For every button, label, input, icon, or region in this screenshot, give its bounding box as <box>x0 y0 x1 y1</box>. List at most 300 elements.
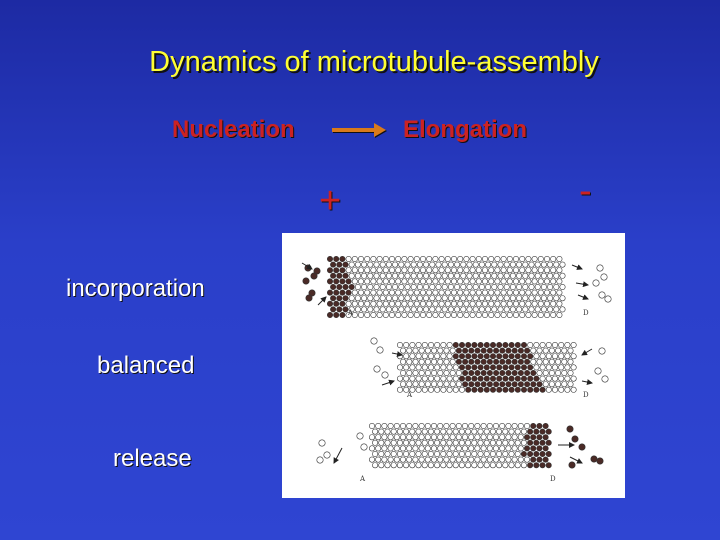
tubulin-subunit <box>472 354 477 359</box>
tubulin-subunit <box>489 290 494 295</box>
tubulin-subunit <box>515 387 520 392</box>
tubulin-subunit <box>473 273 478 278</box>
tubulin-subunit <box>399 284 404 289</box>
tubulin-subunit <box>479 307 484 312</box>
tubulin-subunit <box>427 268 432 273</box>
tubulin-subunit <box>481 359 486 364</box>
tubulin-subunit <box>444 457 449 462</box>
tubulin-subunit <box>543 370 548 375</box>
tubulin-subunit <box>544 312 549 317</box>
tubulin-subunit <box>453 376 458 381</box>
tubulin-subunit <box>559 342 564 347</box>
tubulin-subunit <box>487 348 492 353</box>
tubulin-subunit <box>531 435 536 440</box>
tubulin-subunit <box>529 273 534 278</box>
tubulin-subunit <box>540 463 545 468</box>
tubulin-subunit <box>447 463 452 468</box>
tubulin-subunit <box>327 279 332 284</box>
free-dark-subunit <box>567 426 573 432</box>
tubulin-subunit <box>479 262 484 267</box>
tubulin-subunit <box>546 342 551 347</box>
tubulin-subunit <box>495 301 500 306</box>
tubulin-subunit <box>376 457 381 462</box>
tubulin-subunit <box>439 301 444 306</box>
tubulin-subunit <box>428 429 433 434</box>
tubulin-subunit <box>423 296 428 301</box>
free-dark-subunit <box>591 456 597 462</box>
tubulin-subunit <box>512 382 517 387</box>
tubulin-subunit <box>380 262 385 267</box>
tubulin-subunit <box>540 376 545 381</box>
tubulin-subunit <box>346 256 351 261</box>
tubulin-subunit <box>414 312 419 317</box>
tubulin-subunit <box>529 296 534 301</box>
tubulin-subunit <box>456 348 461 353</box>
tubulin-subunit <box>475 457 480 462</box>
tubulin-subunit <box>450 359 455 364</box>
tubulin-subunit <box>540 387 545 392</box>
tubulin-subunit <box>340 256 345 261</box>
tubulin-subunit <box>466 376 471 381</box>
tubulin-subunit <box>501 279 506 284</box>
tubulin-subunit <box>507 290 512 295</box>
tubulin-subunit <box>407 382 412 387</box>
tubulin-subunit <box>557 301 562 306</box>
tubulin-subunit <box>534 451 539 456</box>
tubulin-subunit <box>513 290 518 295</box>
tubulin-subunit <box>422 387 427 392</box>
tubulin-subunit <box>445 312 450 317</box>
tubulin-subunit <box>509 342 514 347</box>
tubulin-subunit <box>537 370 542 375</box>
tubulin-subunit <box>465 463 470 468</box>
tubulin-subunit <box>413 359 418 364</box>
tubulin-subunit <box>397 376 402 381</box>
tubulin-subunit <box>515 463 520 468</box>
tubulin-subunit <box>540 440 545 445</box>
tubulin-subunit <box>482 290 487 295</box>
tubulin-subunit <box>433 301 438 306</box>
tubulin-subunit <box>441 376 446 381</box>
tubulin-subunit <box>552 342 557 347</box>
tubulin-subunit <box>441 440 446 445</box>
tubulin-subunit <box>472 376 477 381</box>
tubulin-subunit <box>416 429 421 434</box>
tubulin-subunit <box>414 256 419 261</box>
tubulin-subunit <box>419 446 424 451</box>
tubulin-subunit <box>428 365 433 370</box>
tubulin-subunit <box>506 382 511 387</box>
tubulin-subunit <box>343 273 348 278</box>
tubulin-subunit <box>469 348 474 353</box>
tubulin-subunit <box>482 301 487 306</box>
tubulin-subunit <box>464 312 469 317</box>
tubulin-subunit <box>520 301 525 306</box>
tubulin-subunit <box>547 284 552 289</box>
tubulin-subunit <box>527 463 532 468</box>
tubulin-subunit <box>371 256 376 261</box>
tubulin-subunit <box>540 342 545 347</box>
tubulin-subunit <box>442 273 447 278</box>
tubulin-subunit <box>456 446 461 451</box>
tubulin-subunit <box>330 262 335 267</box>
tubulin-subunit <box>503 342 508 347</box>
tubulin-subunit <box>469 457 474 462</box>
tubulin-subunit <box>334 256 339 261</box>
tubulin-subunit <box>490 365 495 370</box>
tubulin-subunit <box>529 262 534 267</box>
tubulin-subunit <box>546 451 551 456</box>
tubulin-subunit <box>374 296 379 301</box>
tubulin-subunit <box>489 279 494 284</box>
tubulin-subunit <box>358 301 363 306</box>
tubulin-subunit <box>447 376 452 381</box>
tubulin-subunit <box>435 387 440 392</box>
tubulin-subunit <box>358 279 363 284</box>
tubulin-subunit <box>389 312 394 317</box>
tubulin-subunit <box>386 296 391 301</box>
tubulin-subunit <box>459 354 464 359</box>
tubulin-subunit <box>416 440 421 445</box>
tubulin-subunit <box>391 463 396 468</box>
tubulin-subunit <box>515 354 520 359</box>
tubulin-subunit <box>518 423 523 428</box>
tubulin-subunit <box>475 382 480 387</box>
tubulin-subunit <box>473 296 478 301</box>
tubulin-subunit <box>510 296 515 301</box>
tubulin-subunit <box>380 307 385 312</box>
tubulin-subunit <box>433 290 438 295</box>
tubulin-subunit <box>554 296 559 301</box>
tubulin-subunit <box>472 463 477 468</box>
tubulin-subunit <box>436 296 441 301</box>
tubulin-subunit <box>531 348 536 353</box>
subunit-arrow <box>572 265 582 269</box>
tubulin-subunit <box>487 457 492 462</box>
tubulin-subunit <box>469 382 474 387</box>
tubulin-subunit <box>476 268 481 273</box>
tubulin-subunit <box>534 365 539 370</box>
tubulin-subunit <box>462 348 467 353</box>
tubulin-subunit <box>407 423 412 428</box>
tubulin-subunit <box>535 273 540 278</box>
tubulin-subunit <box>407 457 412 462</box>
tubulin-subunit <box>489 312 494 317</box>
tubulin-subunit <box>503 387 508 392</box>
tubulin-subunit <box>506 435 511 440</box>
tubulin-subunit <box>466 354 471 359</box>
tubulin-subunit <box>496 429 501 434</box>
tubulin-subunit <box>464 268 469 273</box>
tubulin-subunit <box>543 348 548 353</box>
tubulin-subunit <box>559 354 564 359</box>
tubulin-subunit <box>464 279 469 284</box>
tubulin-subunit <box>448 273 453 278</box>
tubulin-subunit <box>414 268 419 273</box>
tubulin-subunit <box>568 348 573 353</box>
tubulin-subunit <box>435 376 440 381</box>
tubulin-subunit <box>456 370 461 375</box>
letter-d-3: D <box>550 475 556 483</box>
tubulin-subunit <box>430 296 435 301</box>
tubulin-subunit <box>485 284 490 289</box>
tubulin-subunit <box>376 435 381 440</box>
tubulin-subunit <box>416 451 421 456</box>
tubulin-subunit <box>414 290 419 295</box>
tubulin-subunit <box>334 268 339 273</box>
tubulin-subunit <box>346 268 351 273</box>
tubulin-subunit <box>407 446 412 451</box>
tubulin-subunit <box>444 435 449 440</box>
tubulin-subunit <box>497 354 502 359</box>
tubulin-subunit <box>507 301 512 306</box>
tubulin-subunit <box>554 307 559 312</box>
tubulin-subunit <box>355 296 360 301</box>
tubulin-subunit <box>377 301 382 306</box>
tubulin-subunit <box>562 382 567 387</box>
tubulin-subunit <box>532 301 537 306</box>
tubulin-subunit <box>396 256 401 261</box>
tubulin-subunit <box>479 273 484 278</box>
tubulin-subunit <box>431 423 436 428</box>
tubulin-subunit <box>413 446 418 451</box>
tubulin-subunit <box>489 301 494 306</box>
tubulin-subunit <box>368 284 373 289</box>
tubulin-subunit <box>434 440 439 445</box>
tubulin-subunit <box>396 268 401 273</box>
tubulin-subunit <box>416 365 421 370</box>
tubulin-subunit <box>445 290 450 295</box>
tubulin-subunit <box>503 376 508 381</box>
tubulin-subunit <box>528 342 533 347</box>
tubulin-subunit <box>417 273 422 278</box>
tubulin-subunit <box>467 262 472 267</box>
tubulin-subunit <box>337 284 342 289</box>
tubulin-subunit <box>479 284 484 289</box>
tubulin-subunit <box>493 348 498 353</box>
letter-a-2: A <box>407 391 413 399</box>
tubulin-subunit <box>538 279 543 284</box>
tubulin-subunit <box>544 268 549 273</box>
free-light-subunit <box>605 296 611 302</box>
tubulin-subunit <box>472 440 477 445</box>
tubulin-subunit <box>392 284 397 289</box>
tubulin-subunit <box>416 354 421 359</box>
tubulin-subunit <box>435 342 440 347</box>
tubulin-subunit <box>509 387 514 392</box>
tubulin-subunit <box>419 457 424 462</box>
tubulin-subunit <box>441 354 446 359</box>
tubulin-subunit <box>368 296 373 301</box>
tubulin-subunit <box>394 435 399 440</box>
tubulin-subunit <box>431 359 436 364</box>
tubulin-subunit <box>411 273 416 278</box>
tubulin-subunit <box>526 279 531 284</box>
tubulin-subunit <box>371 290 376 295</box>
tubulin-subunit <box>402 312 407 317</box>
tubulin-subunit <box>506 446 511 451</box>
tubulin-subunit <box>451 256 456 261</box>
tubulin-subunit <box>559 365 564 370</box>
tubulin-subunit <box>444 348 449 353</box>
tubulin-subunit <box>413 370 418 375</box>
tubulin-subunit <box>447 354 452 359</box>
tubulin-subunit <box>526 268 531 273</box>
tubulin-subunit <box>501 290 506 295</box>
tubulin-subunit <box>546 354 551 359</box>
tubulin-subunit <box>518 435 523 440</box>
tubulin-subunit <box>557 312 562 317</box>
tubulin-subunit <box>506 423 511 428</box>
tubulin-subunit <box>516 273 521 278</box>
tubulin-subunit <box>476 279 481 284</box>
tubulin-subunit <box>400 382 405 387</box>
tubulin-subunit <box>526 301 531 306</box>
tubulin-subunit <box>428 463 433 468</box>
tubulin-subunit <box>541 262 546 267</box>
free-light-subunit <box>601 274 607 280</box>
tubulin-subunit <box>456 359 461 364</box>
tubulin-subunit <box>528 365 533 370</box>
tubulin-subunit <box>431 382 436 387</box>
tubulin-subunit <box>391 451 396 456</box>
tubulin-subunit <box>507 312 512 317</box>
tubulin-subunit <box>551 312 556 317</box>
tubulin-subunit <box>465 451 470 456</box>
tubulin-subunit <box>478 365 483 370</box>
tubulin-subunit <box>382 435 387 440</box>
tubulin-subunit <box>417 307 422 312</box>
tubulin-subunit <box>423 284 428 289</box>
tubulin-subunit <box>521 440 526 445</box>
tubulin-subunit <box>490 354 495 359</box>
microtubule-release <box>369 423 551 468</box>
tubulin-subunit <box>422 342 427 347</box>
tubulin-subunit <box>382 457 387 462</box>
tubulin-subunit <box>374 307 379 312</box>
tubulin-subunit <box>524 370 529 375</box>
tubulin-subunit <box>340 279 345 284</box>
tubulin-subunit <box>386 273 391 278</box>
tubulin-subunit <box>520 290 525 295</box>
tubulin-subunit <box>433 268 438 273</box>
tubulin-subunit <box>447 440 452 445</box>
microtubule-incorporation <box>327 256 565 317</box>
tubulin-subunit <box>538 256 543 261</box>
tubulin-subunit <box>413 423 418 428</box>
tubulin-subunit <box>527 440 532 445</box>
tubulin-subunit <box>524 348 529 353</box>
tubulin-subunit <box>490 387 495 392</box>
tubulin-subunit <box>355 262 360 267</box>
tubulin-subunit <box>365 290 370 295</box>
tubulin-subunit <box>478 440 483 445</box>
tubulin-subunit <box>512 435 517 440</box>
tubulin-subunit <box>380 273 385 278</box>
subunit-arrow <box>382 381 394 385</box>
tubulin-subunit <box>541 284 546 289</box>
tubulin-subunit <box>526 312 531 317</box>
tubulin-subunit <box>410 365 415 370</box>
tubulin-subunit <box>467 307 472 312</box>
tubulin-subunit <box>462 359 467 364</box>
tubulin-subunit <box>462 435 467 440</box>
tubulin-subunit <box>358 268 363 273</box>
tubulin-subunit <box>420 256 425 261</box>
tubulin-subunit <box>521 451 526 456</box>
tubulin-subunit <box>340 290 345 295</box>
tubulin-subunit <box>504 284 509 289</box>
tubulin-subunit <box>451 279 456 284</box>
subunit-arrow <box>582 381 592 383</box>
tubulin-subunit <box>527 451 532 456</box>
tubulin-subunit <box>444 423 449 428</box>
tubulin-subunit <box>389 256 394 261</box>
tubulin-subunit <box>571 365 576 370</box>
tubulin-subunit <box>454 284 459 289</box>
tubulin-subunit <box>327 256 332 261</box>
letter-d-1: D <box>583 309 589 317</box>
tubulin-subunit <box>500 446 505 451</box>
tubulin-subunit <box>352 279 357 284</box>
tubulin-subunit <box>428 354 433 359</box>
free-light-subunit <box>377 347 383 353</box>
tubulin-subunit <box>503 463 508 468</box>
tubulin-subunit <box>481 435 486 440</box>
tubulin-subunit <box>538 290 543 295</box>
tubulin-subunit <box>571 376 576 381</box>
tubulin-subunit <box>374 273 379 278</box>
tubulin-subunit <box>543 457 548 462</box>
tubulin-subunit <box>400 359 405 364</box>
tubulin-subunit <box>515 429 520 434</box>
tubulin-subunit <box>476 256 481 261</box>
tubulin-subunit <box>487 370 492 375</box>
tubulin-subunit <box>518 446 523 451</box>
tubulin-subunit <box>403 463 408 468</box>
tubulin-subunit <box>493 457 498 462</box>
tubulin-subunit <box>475 423 480 428</box>
tubulin-subunit <box>396 301 401 306</box>
tubulin-subunit <box>551 268 556 273</box>
tubulin-subunit <box>444 359 449 364</box>
tubulin-subunit <box>497 365 502 370</box>
tubulin-subunit <box>383 279 388 284</box>
tubulin-subunit <box>475 359 480 364</box>
tubulin-subunit <box>394 457 399 462</box>
tubulin-subunit <box>427 312 432 317</box>
tubulin-subunit <box>534 387 539 392</box>
tubulin-subunit <box>523 307 528 312</box>
tubulin-subunit <box>459 440 464 445</box>
tubulin-subunit <box>534 440 539 445</box>
tubulin-subunit <box>513 268 518 273</box>
tubulin-subunit <box>371 312 376 317</box>
tubulin-subunit <box>565 354 570 359</box>
tubulin-subunit <box>524 359 529 364</box>
tubulin-subunit <box>448 307 453 312</box>
tubulin-subunit <box>352 256 357 261</box>
tubulin-subunit <box>493 370 498 375</box>
tubulin-subunit <box>484 451 489 456</box>
right-arrow-icon <box>330 119 388 141</box>
tubulin-subunit <box>405 262 410 267</box>
tubulin-subunit <box>394 423 399 428</box>
tubulin-subunit <box>492 307 497 312</box>
tubulin-subunit <box>469 423 474 428</box>
tubulin-subunit <box>546 365 551 370</box>
tubulin-subunit <box>459 387 464 392</box>
